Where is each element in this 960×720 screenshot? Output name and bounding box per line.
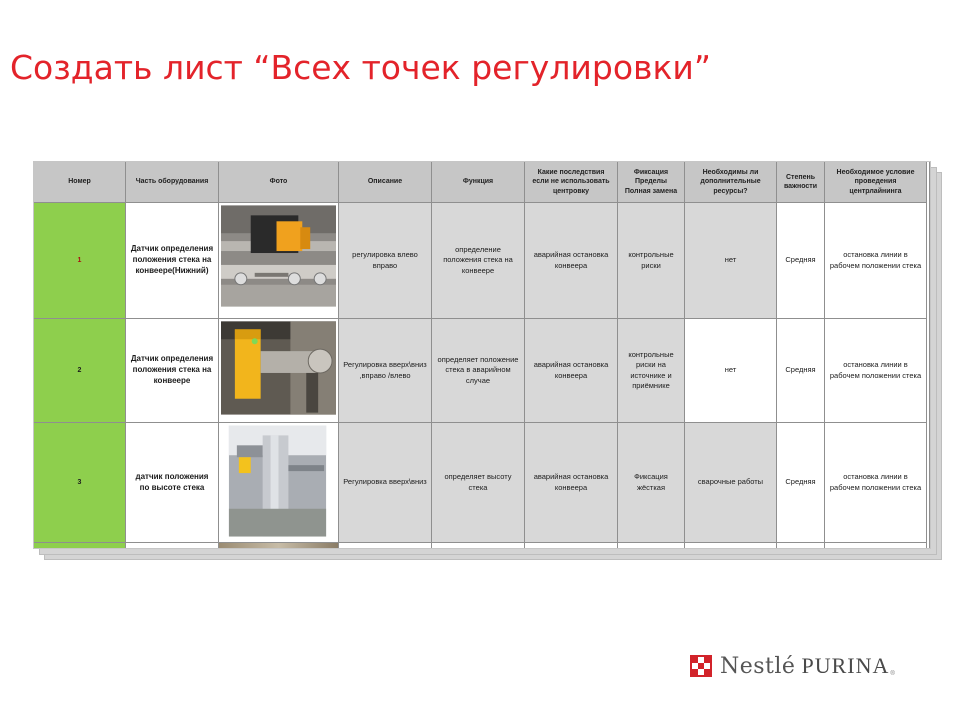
next-row-strip <box>339 543 432 548</box>
slide-title: Создать лист “Всех точек регулировки” <box>10 48 711 87</box>
row-1-resources: нет <box>685 203 777 319</box>
row-2-number: 2 <box>34 319 126 423</box>
adjustment-points-sheet <box>34 162 930 548</box>
header-description: Описание <box>339 162 432 203</box>
row-2-resources: нет <box>685 319 777 423</box>
row-1-photo <box>219 203 339 319</box>
header-condition: Необходимое условие проведения центрлайнинга <box>825 162 927 203</box>
row-3-importance: Средняя <box>777 423 825 543</box>
logo-brand-nestle: Nestlé <box>720 653 796 679</box>
row-1-function: определение положения стека на конвеере <box>432 203 525 319</box>
row-3-function: определяет высоту стека <box>432 423 525 543</box>
row-2-fixation: контрольные риски на источнике и приёмнике <box>618 319 685 423</box>
row-3-consequence: аварийная остановка конвеера <box>525 423 618 543</box>
next-row-strip <box>525 543 618 548</box>
next-row-strip <box>432 543 525 548</box>
row-1-importance: Средняя <box>777 203 825 319</box>
sensor-photo-2 <box>221 321 336 415</box>
row-2-consequence: аварийная остановка конвеера <box>525 319 618 423</box>
row-1-fixation: контрольные риски <box>618 203 685 319</box>
next-row-strip <box>777 543 825 548</box>
row-2-condition: остановка линии в рабочем положении стека <box>825 319 927 423</box>
row-3-photo <box>219 423 339 543</box>
row-3-resources: сварочные работы <box>685 423 777 543</box>
row-2-function: определяет положение стека в аварийном случае <box>432 319 525 423</box>
header-resources: Необходимы ли дополнительные ресурсы? <box>685 162 777 203</box>
next-row-strip <box>126 543 219 548</box>
logo-wordmark <box>720 652 890 679</box>
row-3-description: Регулировка вверх\вниз <box>339 423 432 543</box>
next-row-strip <box>927 543 930 548</box>
sensor-photo-1 <box>221 205 336 307</box>
row-2-equipment-part: Датчик определения положения стека на конвеере <box>126 319 219 423</box>
row-3-equipment-part: датчик положения по высоте стека <box>126 423 219 543</box>
sensor-photo-3 <box>221 425 336 539</box>
table-right-edge <box>927 423 930 543</box>
row-1-consequence: аварийная остановка конвеера <box>525 203 618 319</box>
header-photo: Фото <box>219 162 339 203</box>
row-3-number: 3 <box>34 423 126 543</box>
next-row-strip <box>34 543 126 548</box>
row-1-description: регулировка влево вправо <box>339 203 432 319</box>
header-function: Функция <box>432 162 525 203</box>
next-row-strip <box>825 543 927 548</box>
table-right-edge <box>927 162 930 203</box>
nestle-purina-logo <box>690 652 895 679</box>
row-2-photo <box>219 319 339 423</box>
table-right-edge <box>927 319 930 423</box>
header-consequences: Какие последствия если не использовать центровку <box>525 162 618 203</box>
header-fixation: Фиксация Пределы Полная замена <box>618 162 685 203</box>
next-row-strip <box>618 543 685 548</box>
row-1-equipment-part: Датчик определения положения стека на конвеере(Нижний) <box>126 203 219 319</box>
row-1-condition: остановка линии в рабочем положении стека <box>825 203 927 319</box>
row-2-importance: Средняя <box>777 319 825 423</box>
logo-brand-purina: PURINA <box>801 652 890 678</box>
adjustment-points-table <box>34 162 930 548</box>
header-number: Номер <box>34 162 126 203</box>
row-2-description: Регулировка вверх\вниз ,вправо /влево <box>339 319 432 423</box>
row-3-fixation: Фиксация жёсткая <box>618 423 685 543</box>
logo-trademark: ® <box>890 671 895 677</box>
purina-checkerboard-icon <box>690 655 712 677</box>
table-right-edge <box>927 203 930 319</box>
row-1-number: 1 <box>34 203 126 319</box>
header-equipment-part: Часть оборудования <box>126 162 219 203</box>
row-3-condition: остановка линии в рабочем положении стека <box>825 423 927 543</box>
next-row-photo-strip <box>219 543 339 548</box>
header-importance: Степень важности <box>777 162 825 203</box>
next-row-strip <box>685 543 777 548</box>
